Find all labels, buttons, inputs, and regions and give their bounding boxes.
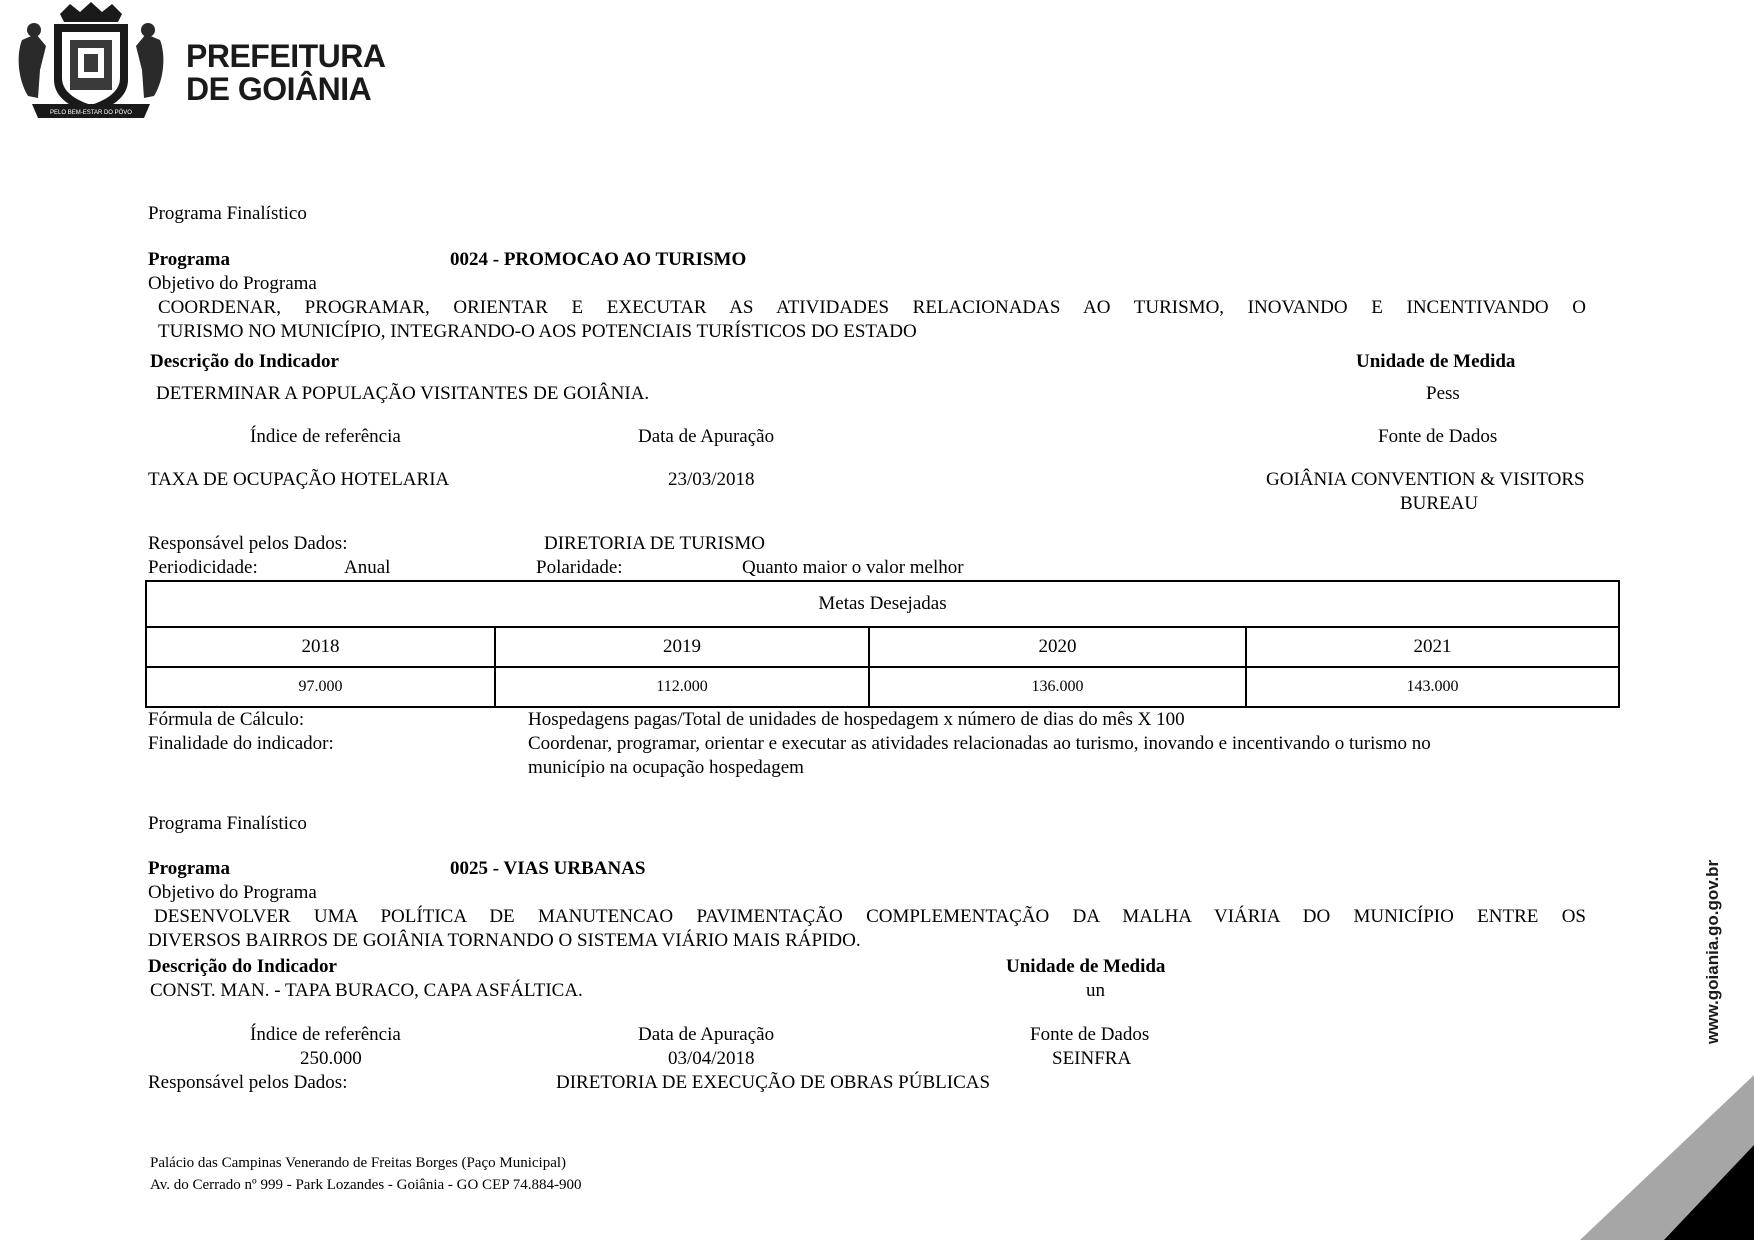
resp-label-1: Responsável pelos Dados: (148, 533, 348, 554)
objective-line-1b: TURISMO NO MUNICÍPIO, INTEGRANDO-O AOS POTENCIAIS TURÍSTICOS DO ESTADO (158, 321, 917, 342)
program-label-1: Programa (148, 249, 230, 270)
ref-label-2: Índice de referência (250, 1024, 401, 1045)
goal-year: 2019 (495, 627, 869, 667)
polarity-label-1: Polaridade: (536, 557, 623, 578)
unit-value-1: Pess (1426, 383, 1460, 404)
section-label-1: Programa Finalístico (148, 203, 307, 224)
program-name-2: 0025 - VIAS URBANAS (450, 858, 646, 879)
website-link[interactable]: www.goiania.go.gov.br (1703, 859, 1722, 1044)
objective-label-2: Objetivo do Programa (148, 882, 317, 903)
svg-text:PELO BEM-ESTAR DO PÓVO: PELO BEM-ESTAR DO PÓVO (50, 110, 132, 116)
resp-value-2: DIRETORIA DE EXECUÇÃO DE OBRAS PÚBLICAS (556, 1072, 991, 1093)
indicator-label-1: Descrição do Indicador (150, 351, 339, 372)
city-seal-logo (14, 0, 168, 126)
footer-address-line-1: Palácio das Campinas Venerando de Freitas Borges (Paço Municipal) (150, 1155, 567, 1171)
goals-table (145, 580, 1620, 708)
goals-title: Metas Desejadas (146, 581, 1619, 627)
source-label-1: Fonte de Dados (1378, 426, 1498, 447)
date-value-1: 23/03/2018 (668, 469, 755, 490)
purpose-label-1: Finalidade do indicador: (148, 733, 334, 754)
polarity-value-1: Quanto maior o valor melhor (742, 557, 964, 578)
corner-decoration (1580, 1075, 1754, 1240)
unit-value-2: un (1086, 980, 1105, 1001)
footer-address-line-2: Av. do Cerrado nº 999 - Park Lozandes - Goiânia - GO CEP 74.884-900 (150, 1177, 582, 1193)
period-value-1: Anual (344, 557, 391, 578)
goal-year: 2020 (869, 627, 1246, 667)
program-label-2: Programa (148, 858, 230, 879)
brand-line-1: PREFEITURA (186, 38, 386, 74)
indicator-value-2: CONST. MAN. - TAPA BURACO, CAPA ASFÁLTICA. (150, 980, 583, 1001)
source-value-1b: BUREAU (1400, 493, 1479, 514)
goal-year: 2018 (146, 627, 495, 667)
section-label-2: Programa Finalístico (148, 813, 307, 834)
resp-value-1: DIRETORIA DE TURISMO (544, 533, 765, 554)
goal-value: 143.000 (1246, 667, 1619, 707)
goal-value: 112.000 (495, 667, 869, 707)
goal-value: 97.000 (146, 667, 495, 707)
purpose-value-1a: Coordenar, programar, orientar e executar as atividades relacionadas ao turismo, inovando e incentivando o turismo no (528, 733, 1431, 754)
date-value-2: 03/04/2018 (668, 1048, 755, 1069)
objective-line-1a: COORDENAR, PROGRAMAR, ORIENTAR E EXECUTAR AS ATIVIDADES RELACIONADAS AO TURISMO, INOVANDO E INCENTIVANDO O (158, 297, 1586, 318)
objective-line-2a: DESENVOLVER UMA POLÍTICA DE MANUTENCAO PAVIMENTAÇÃO COMPLEMENTAÇÃO DA MALHA VIÁRIA DO MUNICÍPIO ENTRE OS (154, 906, 1586, 927)
period-label-1: Periodicidade: (148, 557, 258, 578)
formula-value-1: Hospedagens pagas/Total de unidades de hospedagem x número de dias do mês X 100 (528, 709, 1185, 730)
ref-value-1: TAXA DE OCUPAÇÃO HOTELARIA (148, 469, 450, 490)
source-value-2: SEINFRA (1052, 1048, 1132, 1069)
date-label-2: Data de Apuração (638, 1024, 775, 1045)
date-label-1: Data de Apuração (638, 426, 775, 447)
goal-year: 2021 (1246, 627, 1619, 667)
program-name-1: 0024 - PROMOCAO AO TURISMO (450, 249, 747, 270)
source-label-2: Fonte de Dados (1030, 1024, 1150, 1045)
indicator-value-1: DETERMINAR A POPULAÇÃO VISITANTES DE GOIÂNIA. (156, 383, 650, 404)
resp-label-2: Responsável pelos Dados: (148, 1072, 348, 1093)
brand-name (186, 40, 385, 106)
unit-label-1: Unidade de Medida (1356, 351, 1516, 372)
purpose-value-1b: município na ocupação hospedagem (528, 757, 804, 778)
unit-label-2: Unidade de Medida (1006, 956, 1166, 977)
ref-label-1: Índice de referência (250, 426, 401, 447)
objective-line-2b: DIVERSOS BAIRROS DE GOIÂNIA TORNANDO O SISTEMA VIÁRIO MAIS RÁPIDO. (148, 930, 861, 951)
indicator-label-2: Descrição do Indicador (148, 956, 337, 977)
brand-line-2: DE GOIÂNIA (186, 71, 372, 107)
goal-value: 136.000 (869, 667, 1246, 707)
source-value-1a: GOIÂNIA CONVENTION & VISITORS (1266, 469, 1585, 490)
objective-label-1: Objetivo do Programa (148, 273, 317, 294)
formula-label-1: Fórmula de Cálculo: (148, 709, 305, 730)
ref-value-2: 250.000 (300, 1048, 362, 1069)
